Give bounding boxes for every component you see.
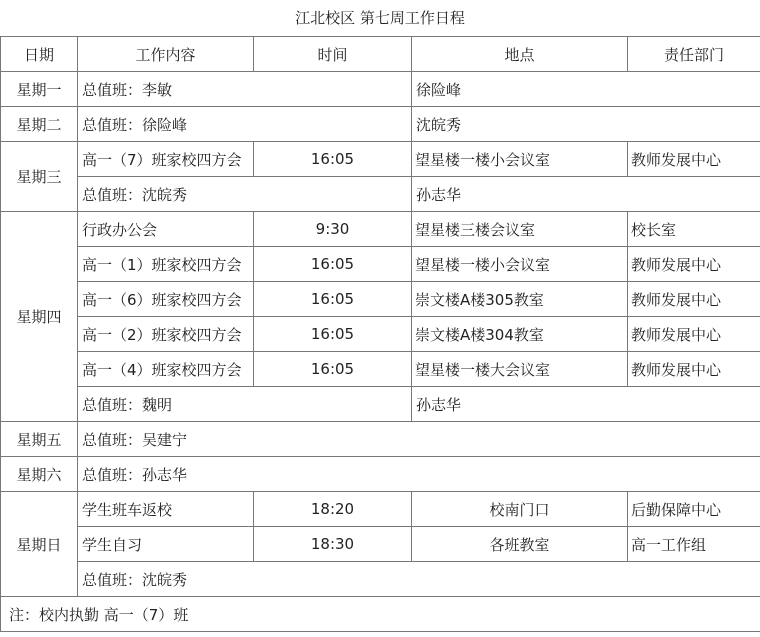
day-label: 星期五 [1, 422, 78, 457]
duty-cell: 总值班：沈皖秀 [78, 177, 412, 212]
header-location: 地点 [412, 37, 628, 72]
table-row [1, 212, 760, 247]
table-row [1, 282, 760, 317]
day-label: 星期一 [1, 72, 78, 107]
event-location: 崇文楼A楼305教室 [412, 282, 628, 317]
note-row [1, 597, 760, 632]
table-row [1, 352, 760, 387]
table-row [1, 492, 760, 527]
duty-cell: 总值班：沈皖秀 [78, 562, 760, 597]
day-label: 星期日 [1, 492, 78, 597]
day-label: 星期三 [1, 142, 78, 212]
header-row [1, 37, 760, 72]
event-content: 高一（6）班家校四方会 [78, 282, 254, 317]
event-department: 高一工作组 [628, 527, 760, 562]
event-time: 16:05 [254, 352, 412, 387]
table-row [1, 107, 760, 142]
day-label: 星期四 [1, 212, 78, 422]
table-row [1, 317, 760, 352]
table-row [1, 387, 760, 422]
event-content: 高一（7）班家校四方会 [78, 142, 254, 177]
day-label: 星期二 [1, 107, 78, 142]
duty-cell: 总值班：李敏 [78, 72, 412, 107]
table-row [1, 142, 760, 177]
event-department: 后勤保障中心 [628, 492, 760, 527]
header-content: 工作内容 [78, 37, 254, 72]
event-content: 学生班车返校 [78, 492, 254, 527]
event-location: 各班教室 [412, 527, 628, 562]
page-title: 江北校区 第七周工作日程 [295, 9, 465, 27]
event-location: 校南门口 [412, 492, 628, 527]
schedule-table [0, 36, 760, 632]
table-row [1, 422, 760, 457]
header-department: 责任部门 [628, 37, 760, 72]
event-department: 教师发展中心 [628, 142, 760, 177]
duty-cell: 总值班：徐险峰 [78, 107, 412, 142]
event-department: 校长室 [628, 212, 760, 247]
event-content: 高一（2）班家校四方会 [78, 317, 254, 352]
event-location: 望星楼一楼小会议室 [412, 142, 628, 177]
table-row [1, 72, 760, 107]
event-content: 学生自习 [78, 527, 254, 562]
event-time: 16:05 [254, 247, 412, 282]
event-content: 高一（1）班家校四方会 [78, 247, 254, 282]
table-row [1, 527, 760, 562]
event-time: 18:30 [254, 527, 412, 562]
table-row [1, 562, 760, 597]
event-department: 教师发展中心 [628, 282, 760, 317]
event-location: 崇文楼A楼304教室 [412, 317, 628, 352]
event-time: 9:30 [254, 212, 412, 247]
event-department: 教师发展中心 [628, 247, 760, 282]
duty-name-cell: 徐险峰 [412, 72, 760, 107]
duty-cell: 总值班：孙志华 [78, 457, 760, 492]
event-content: 高一（4）班家校四方会 [78, 352, 254, 387]
event-time: 18:20 [254, 492, 412, 527]
event-location: 望星楼三楼会议室 [412, 212, 628, 247]
header-date: 日期 [1, 37, 78, 72]
event-time: 16:05 [254, 317, 412, 352]
duty-name-cell: 沈皖秀 [412, 107, 760, 142]
header-time: 时间 [254, 37, 412, 72]
event-location: 望星楼一楼大会议室 [412, 352, 628, 387]
event-department: 教师发展中心 [628, 317, 760, 352]
duty-name-cell: 孙志华 [412, 177, 760, 212]
duty-name-cell: 孙志华 [412, 387, 760, 422]
event-time: 16:05 [254, 282, 412, 317]
duty-cell: 总值班：魏明 [78, 387, 412, 422]
event-time: 16:05 [254, 142, 412, 177]
event-department: 教师发展中心 [628, 352, 760, 387]
duty-cell: 总值班：吴建宁 [78, 422, 760, 457]
event-content: 行政办公会 [78, 212, 254, 247]
note-text: 注：校内执勤 高一（7）班 [1, 597, 760, 632]
day-label: 星期六 [1, 457, 78, 492]
table-row [1, 247, 760, 282]
table-row [1, 177, 760, 212]
event-location: 望星楼一楼小会议室 [412, 247, 628, 282]
table-row [1, 457, 760, 492]
